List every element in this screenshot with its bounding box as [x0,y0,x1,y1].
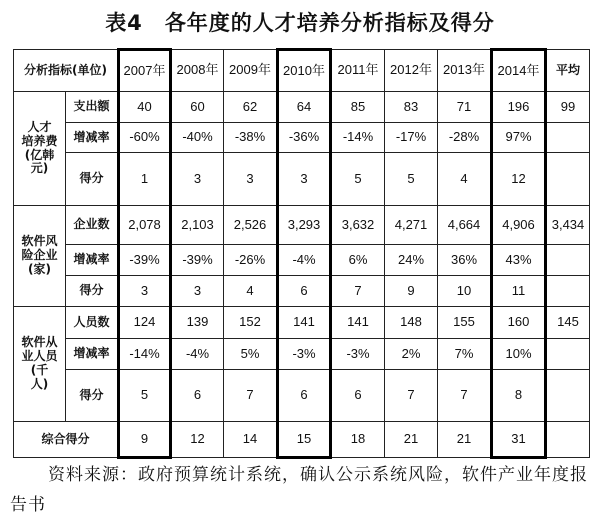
row-label: 企业数 [66,206,119,245]
value-cell: 3 [278,153,331,206]
value-cell: 160 [492,307,546,339]
row-label: 增减率 [66,339,119,370]
value-cell: 9 [119,422,171,458]
value-cell: -4% [171,339,224,370]
value-cell: 3 [224,153,278,206]
average-cell [546,153,590,206]
value-cell: 2,103 [171,206,224,245]
header-year: 2008年 [171,50,224,92]
value-cell: 4,271 [385,206,438,245]
value-cell: 60 [171,92,224,123]
row-label: 得分 [66,153,119,206]
header-year: 2011年 [331,50,385,92]
value-cell: 6 [278,276,331,307]
value-cell: 3,293 [278,206,331,245]
row-label: 得分 [66,370,119,422]
value-cell: 4 [438,153,492,206]
table-title: 各年度的人才培养分析指标及得分 [164,11,495,35]
category-cell: 软件风 险企业 (家) [14,206,66,307]
value-cell: 7 [438,370,492,422]
value-cell: 10% [492,339,546,370]
header-year: 2013年 [438,50,492,92]
value-cell: 5 [331,153,385,206]
value-cell: 2% [385,339,438,370]
table-row [14,339,590,370]
value-cell: 155 [438,307,492,339]
value-cell: 12 [492,153,546,206]
row-label: 增减率 [66,123,119,153]
average-cell: 3,434 [546,206,590,245]
value-cell: -38% [224,123,278,153]
value-cell: 124 [119,307,171,339]
value-cell: 10 [438,276,492,307]
value-cell: -14% [331,123,385,153]
row-label: 支出额 [66,92,119,123]
value-cell: 6% [331,245,385,276]
value-cell: 24% [385,245,438,276]
total-label: 综合得分 [14,422,119,458]
value-cell: 7 [385,370,438,422]
value-cell: 21 [438,422,492,458]
average-cell [546,339,590,370]
average-cell [546,276,590,307]
table-caption [0,7,600,37]
source-note: 资料来源：政府预算统计系统，确认公示系统风险，软件产业年度报告书 [10,465,588,515]
value-cell: 4 [224,276,278,307]
value-cell: 152 [224,307,278,339]
value-cell: 5% [224,339,278,370]
value-cell: -39% [119,245,171,276]
value-cell: -40% [171,123,224,153]
value-cell: 83 [385,92,438,123]
value-cell: 7 [224,370,278,422]
value-cell: 43% [492,245,546,276]
header-average: 平均 [546,50,590,92]
row-label: 得分 [66,276,119,307]
value-cell: 7% [438,339,492,370]
header-year: 2009年 [224,50,278,92]
value-cell: 21 [385,422,438,458]
value-cell: 6 [171,370,224,422]
value-cell: 97% [492,123,546,153]
value-cell: 40 [119,92,171,123]
value-cell: 31 [492,422,546,458]
header-row [14,50,590,92]
value-cell: 141 [278,307,331,339]
table-row [14,206,590,245]
table-number: 表4 [105,11,143,35]
table-row [14,153,590,206]
value-cell: 141 [331,307,385,339]
indicator-table [13,48,590,459]
table-row [14,307,590,339]
value-cell: 9 [385,276,438,307]
value-cell: -60% [119,123,171,153]
value-cell: 64 [278,92,331,123]
average-cell [546,422,590,458]
value-cell: -36% [278,123,331,153]
value-cell: 5 [385,153,438,206]
value-cell: 11 [492,276,546,307]
value-cell: -3% [278,339,331,370]
value-cell: 148 [385,307,438,339]
value-cell: 62 [224,92,278,123]
row-label: 人员数 [66,307,119,339]
table-row [14,276,590,307]
value-cell: 6 [331,370,385,422]
value-cell: 1 [119,153,171,206]
average-cell [546,370,590,422]
average-cell: 145 [546,307,590,339]
average-cell: 99 [546,92,590,123]
value-cell: 6 [278,370,331,422]
value-cell: 85 [331,92,385,123]
category-cell: 人才 培养费 (亿韩 元) [14,92,66,206]
value-cell: -14% [119,339,171,370]
header-indicator: 分析指标(单位) [14,50,119,92]
value-cell: 196 [492,92,546,123]
value-cell: 3 [119,276,171,307]
value-cell: 36% [438,245,492,276]
average-cell [546,123,590,153]
value-cell: -28% [438,123,492,153]
value-cell: 3,632 [331,206,385,245]
header-year: 2014年 [492,50,546,92]
row-label: 增减率 [66,245,119,276]
value-cell: 71 [438,92,492,123]
header-year: 2012年 [385,50,438,92]
value-cell: -17% [385,123,438,153]
table-row [14,92,590,123]
header-year: 2007年 [119,50,171,92]
category-cell: 软件从 业人员 (千 人) [14,307,66,422]
value-cell: 2,078 [119,206,171,245]
value-cell: 18 [331,422,385,458]
value-cell: 5 [119,370,171,422]
average-cell [546,245,590,276]
value-cell: 2,526 [224,206,278,245]
value-cell: -39% [171,245,224,276]
header-year: 2010年 [278,50,331,92]
value-cell: -26% [224,245,278,276]
table-row [14,123,590,153]
value-cell: 8 [492,370,546,422]
value-cell: 4,664 [438,206,492,245]
value-cell: 4,906 [492,206,546,245]
value-cell: -4% [278,245,331,276]
value-cell: 7 [331,276,385,307]
table-row [14,370,590,422]
table-row [14,245,590,276]
value-cell: 12 [171,422,224,458]
value-cell: 3 [171,153,224,206]
value-cell: 15 [278,422,331,458]
value-cell: -3% [331,339,385,370]
total-row [14,422,590,458]
value-cell: 3 [171,276,224,307]
value-cell: 14 [224,422,278,458]
value-cell: 139 [171,307,224,339]
